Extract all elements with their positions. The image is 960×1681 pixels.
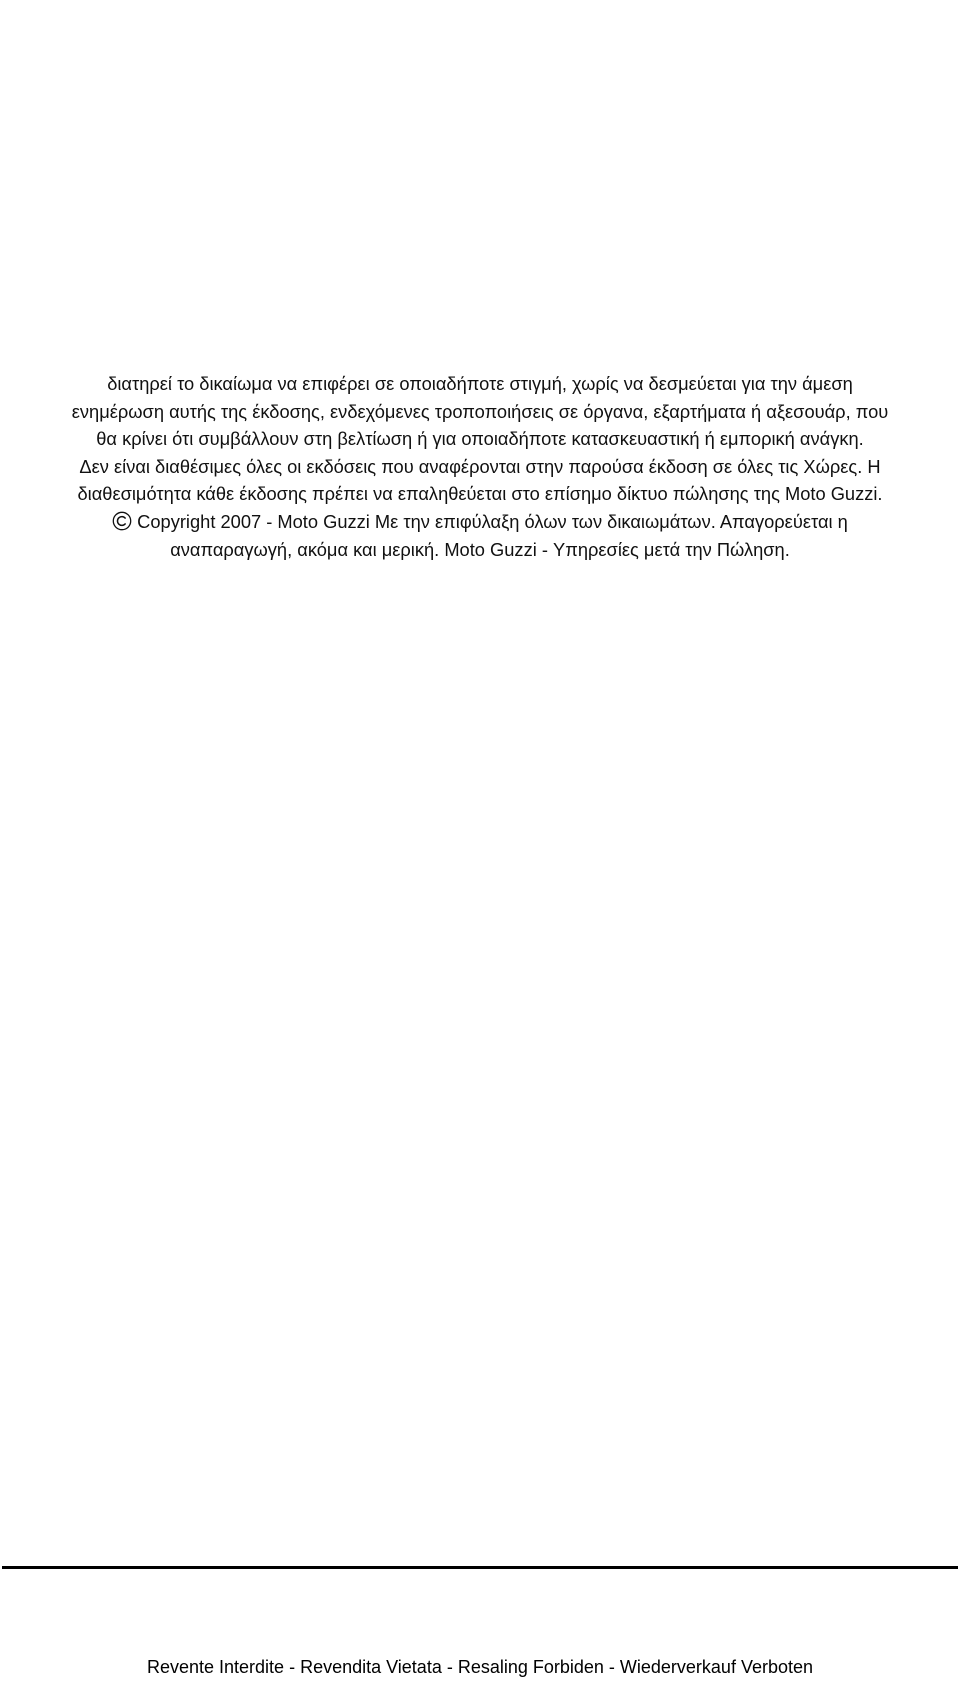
copyright-line: [0, 508, 960, 536]
footer-divider: [2, 1566, 958, 1569]
notice-line-1: διατηρεί το δικαίωμα να επιφέρει σε οποιαδήποτε στιγμή, χωρίς να δεσμεύεται για την άμεση: [107, 373, 853, 394]
copyright-icon: [112, 511, 132, 531]
notice-line-5: διαθεσιμότητα κάθε έκδοσης πρέπει να επαληθεύεται στο επίσημο δίκτυο πώλησης της Moto Guzzi.: [77, 483, 883, 505]
resale-notice: Revente Interdite - Revendita Vietata - Resaling Forbiden - Wiederverkauf Verboten: [146, 1657, 814, 1677]
copyright-text: Copyright 2007 - Moto Guzzi Με την επιφύλαξη όλων των δικαιωμάτων. Απαγορεύεται η: [137, 510, 848, 532]
notice-line-4: Δεν είναι διαθέσιμες όλες οι εκδόσεις που αναφέρονται στην παρούσα έκδοση σε όλες τις Χώρες. Η: [79, 455, 881, 477]
notice-line-7: αναπαραγωγή, ακόμα και μερική. Moto Guzzi - Υπηρεσίες μετά την Πώληση.: [170, 538, 790, 560]
legal-notice: [0, 370, 960, 563]
notice-line-3: θα κρίνει ότι συμβάλλουν στη βελτίωση ή για οποιαδήποτε κατασκευαστική ή εμπορική ανάγκη.: [96, 428, 864, 450]
notice-line-2: ενημέρωση αυτής της έκδοσης, ενδεχόμενες τροποποιήσεις σε όργανα, εξαρτήματα ή αξεσουάρ, που: [71, 400, 889, 422]
